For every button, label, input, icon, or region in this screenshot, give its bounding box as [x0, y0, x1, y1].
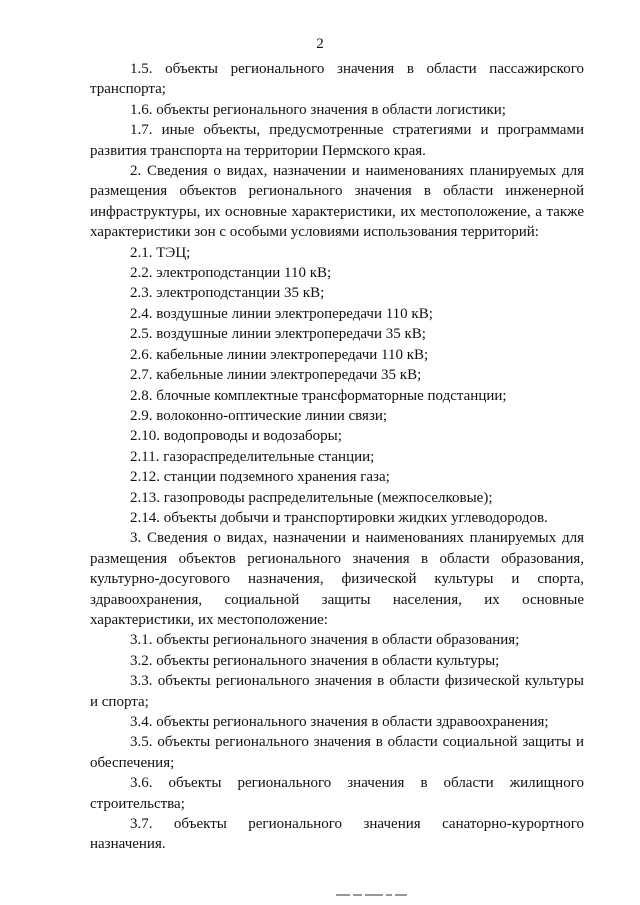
list-item: 2.12. станции подземного хранения газа;: [130, 469, 390, 486]
page-number: 2: [316, 36, 324, 52]
list-item: 3.2. объекты регионального значения в области культуры;: [130, 652, 500, 669]
paragraph: 2. Сведения о видах, назначении и наименованиях планируемых для размещения объектов регионального значения в области инженерной инфраструктуры, их основные характеристики, их местоположение, а также характеристики зон с особыми условиями использования территорий:: [90, 163, 584, 241]
list-item: 2.2. электроподстанции 110 кВ;: [130, 265, 332, 282]
list-item: 2.3. электроподстанции 35 кВ;: [130, 285, 325, 302]
list-item: 3.1. объекты регионального значения в области образования;: [130, 632, 520, 649]
list-item: 1.6. объекты регионального значения в области логистики;: [130, 101, 506, 118]
list-item: 2.8. блочные комплектные трансформаторные подстанции;: [130, 387, 507, 404]
list-item: 2.10. водопроводы и водозаборы;: [130, 428, 342, 445]
list-item: 2.1. ТЭЦ;: [130, 244, 191, 261]
list-item: 2.14. объекты добычи и транспортировки жидких углеводородов.: [130, 509, 548, 526]
paragraph: 1.5. объекты регионального значения в области пассажирского транспорта;: [90, 61, 584, 98]
list-item: 2.5. воздушные линии электропередачи 35 кВ;: [130, 326, 426, 343]
list-item: 2.13. газопроводы распределительные (межпоселковые);: [130, 489, 493, 506]
document-body: [90, 59, 584, 855]
list-item: 2.6. кабельные линии электропередачи 110 кВ;: [130, 346, 429, 363]
paragraph: 3.5. объекты регионального значения в области социальной защиты и обеспечения;: [90, 734, 584, 771]
list-item: 2.11. газораспределительные станции;: [130, 448, 375, 465]
paragraph: 3.7. объекты регионального значения санаторно-курортного назначения.: [90, 816, 584, 853]
paragraph: 3.6. объекты регионального значения в области жилищного строительства;: [90, 775, 584, 812]
list-item: 2.4. воздушные линии электропередачи 110 кВ;: [130, 305, 433, 322]
registration-mark: [336, 891, 416, 897]
list-item: 3.4. объекты регионального значения в области здравоохранения;: [130, 714, 549, 730]
list-item: 2.9. волоконно-оптические линии связи;: [130, 407, 388, 424]
list-item: 2.7. кабельные линии электропередачи 35 кВ;: [130, 367, 422, 384]
paragraph: 3.3. объекты регионального значения в области физической культуры и спорта;: [90, 673, 584, 710]
paragraph: 1.7. иные объекты, предусмотренные стратегиями и программами развития транспорта на территории Пермского края.: [90, 122, 584, 159]
paragraph: 3. Сведения о видах, назначении и наименованиях планируемых для размещения объектов регионального значения в области образования, культурно-досугового назначения, физической культуры и спорта, здравоохранения, социальной защиты населения, их основные характеристики, их местоположение:: [90, 530, 584, 628]
